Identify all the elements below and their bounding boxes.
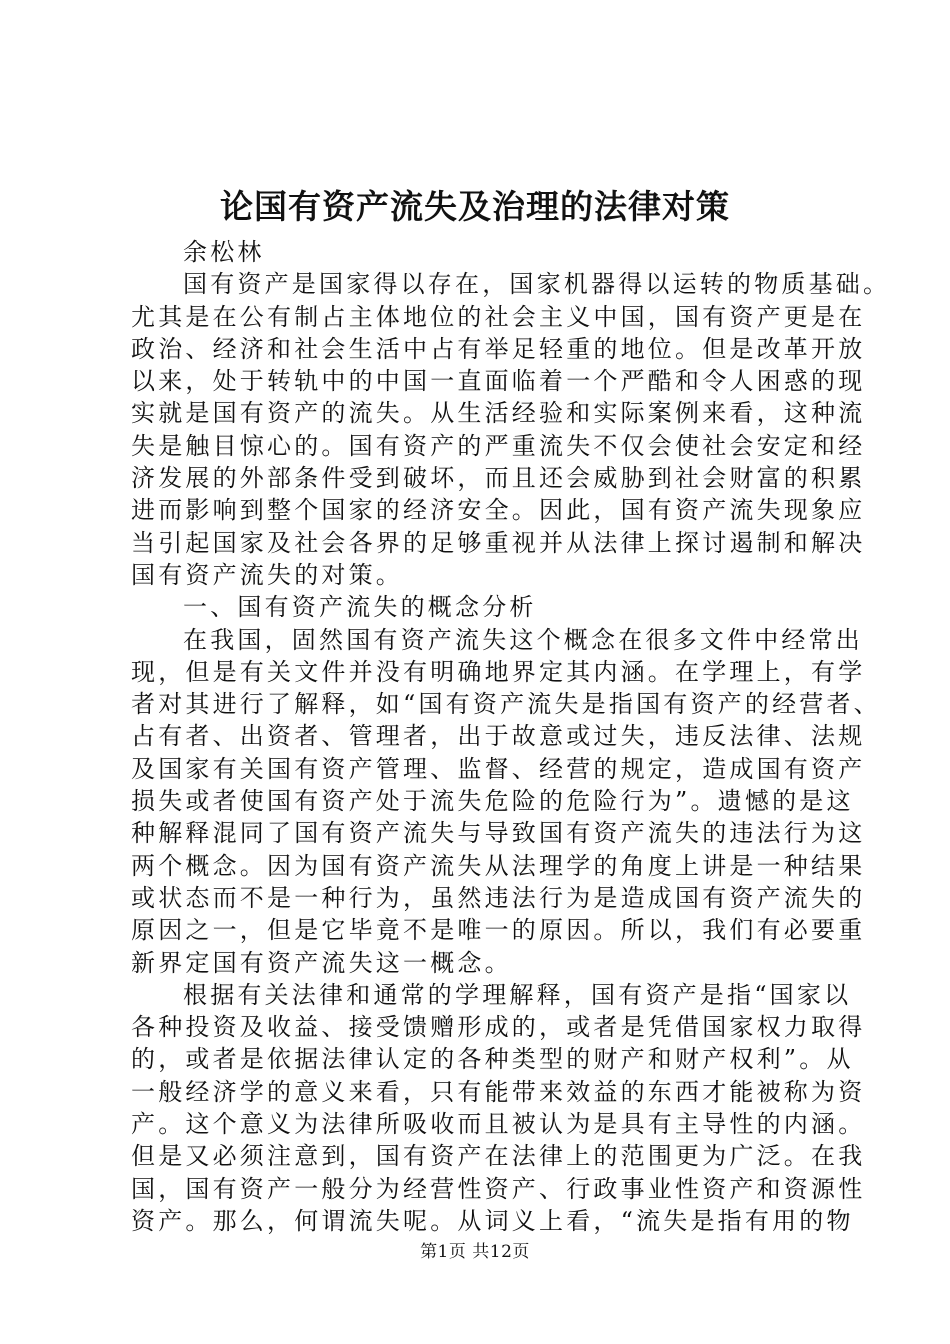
text-line: 当引起国家及社会各界的足够重视并从法律上探讨遏制和解决 xyxy=(131,528,866,557)
text-line: 国有资产流失的对策。 xyxy=(131,560,403,589)
text-line: 或状态而不是一种行为，虽然违法行为是造成国有资产流失的 xyxy=(131,883,866,912)
page-footer: 第1页 共12页 xyxy=(420,1242,530,1262)
text-line: 现，但是有关文件并没有明确地界定其内涵。在学理上，有学 xyxy=(131,657,866,686)
text-line: 损失或者使国有资产处于流失危险的危险行为”。遗憾的是这 xyxy=(131,787,854,816)
text-line: 资产。那么，何谓流失呢。从词义上看，“流失是指有用的物 xyxy=(131,1206,854,1235)
text-line: 各种投资及收益、接受馈赠形成的，或者是凭借国家权力取得 xyxy=(131,1013,866,1042)
text-line: 政治、经济和社会生活中占有举足轻重的地位。但是改革开放 xyxy=(131,334,866,363)
text-line: 一、国有资产流失的概念分析 xyxy=(183,593,537,622)
text-line: 一般经济学的意义来看，只有能带来效益的东西才能被称为资 xyxy=(131,1077,866,1106)
text-line: 实就是国有资产的流失。从生活经验和实际案例来看，这种流 xyxy=(131,399,866,428)
text-line: 原因之一，但是它毕竟不是唯一的原因。所以，我们有必要重 xyxy=(131,916,866,945)
text-line: 但是又必须注意到，国有资产在法律上的范围更为广泛。在我 xyxy=(131,1142,866,1171)
text-line: 者对其进行了解释，如“国有资产流失是指国有资产的经营者、 xyxy=(131,690,881,719)
text-line: 国，国有资产一般分为经营性资产、行政事业性资产和资源性 xyxy=(131,1174,866,1203)
text-line: 两个概念。因为国有资产流失从法理学的角度上讲是一种结果 xyxy=(131,851,866,880)
text-line: 尤其是在公有制占主体地位的社会主义中国，国有资产更是在 xyxy=(131,302,866,331)
document-title: 论国有资产流失及治理的法律对策 xyxy=(220,187,730,226)
text-line: 进而影响到整个国家的经济安全。因此，国有资产流失现象应 xyxy=(131,496,866,525)
author-name: 余松林 xyxy=(183,238,265,266)
text-line: 以来，处于转轨中的中国一直面临着一个严酷和令人困惑的现 xyxy=(131,367,866,396)
text-line: 失是触目惊心的。国有资产的严重流失不仅会使社会安定和经 xyxy=(131,431,866,460)
text-line: 产。这个意义为法律所吸收而且被认为是具有主导性的内涵。 xyxy=(131,1110,866,1139)
text-line: 占有者、出资者、管理者，出于故意或过失，违反法律、法规 xyxy=(131,722,866,751)
text-line: 的，或者是依据法律认定的各种类型的财产和财产权利”。从 xyxy=(131,1045,854,1074)
text-line: 在我国，固然国有资产流失这个概念在很多文件中经常出 xyxy=(183,625,863,654)
text-line: 根据有关法律和通常的学理解释，国有资产是指“国家以 xyxy=(183,980,852,1009)
document-body xyxy=(131,236,891,1237)
text-line: 济发展的外部条件受到破坏，而且还会威胁到社会财富的积累 xyxy=(131,464,866,493)
text-line: 及国家有关国有资产管理、监督、经营的规定，造成国有资产 xyxy=(131,754,866,783)
text-line: 国有资产是国家得以存在，国家机器得以运转的物质基础。 xyxy=(183,270,891,299)
text-line: 新界定国有资产流失这一概念。 xyxy=(131,948,512,977)
text-line: 种解释混同了国有资产流失与导致国有资产流失的违法行为这 xyxy=(131,819,866,848)
